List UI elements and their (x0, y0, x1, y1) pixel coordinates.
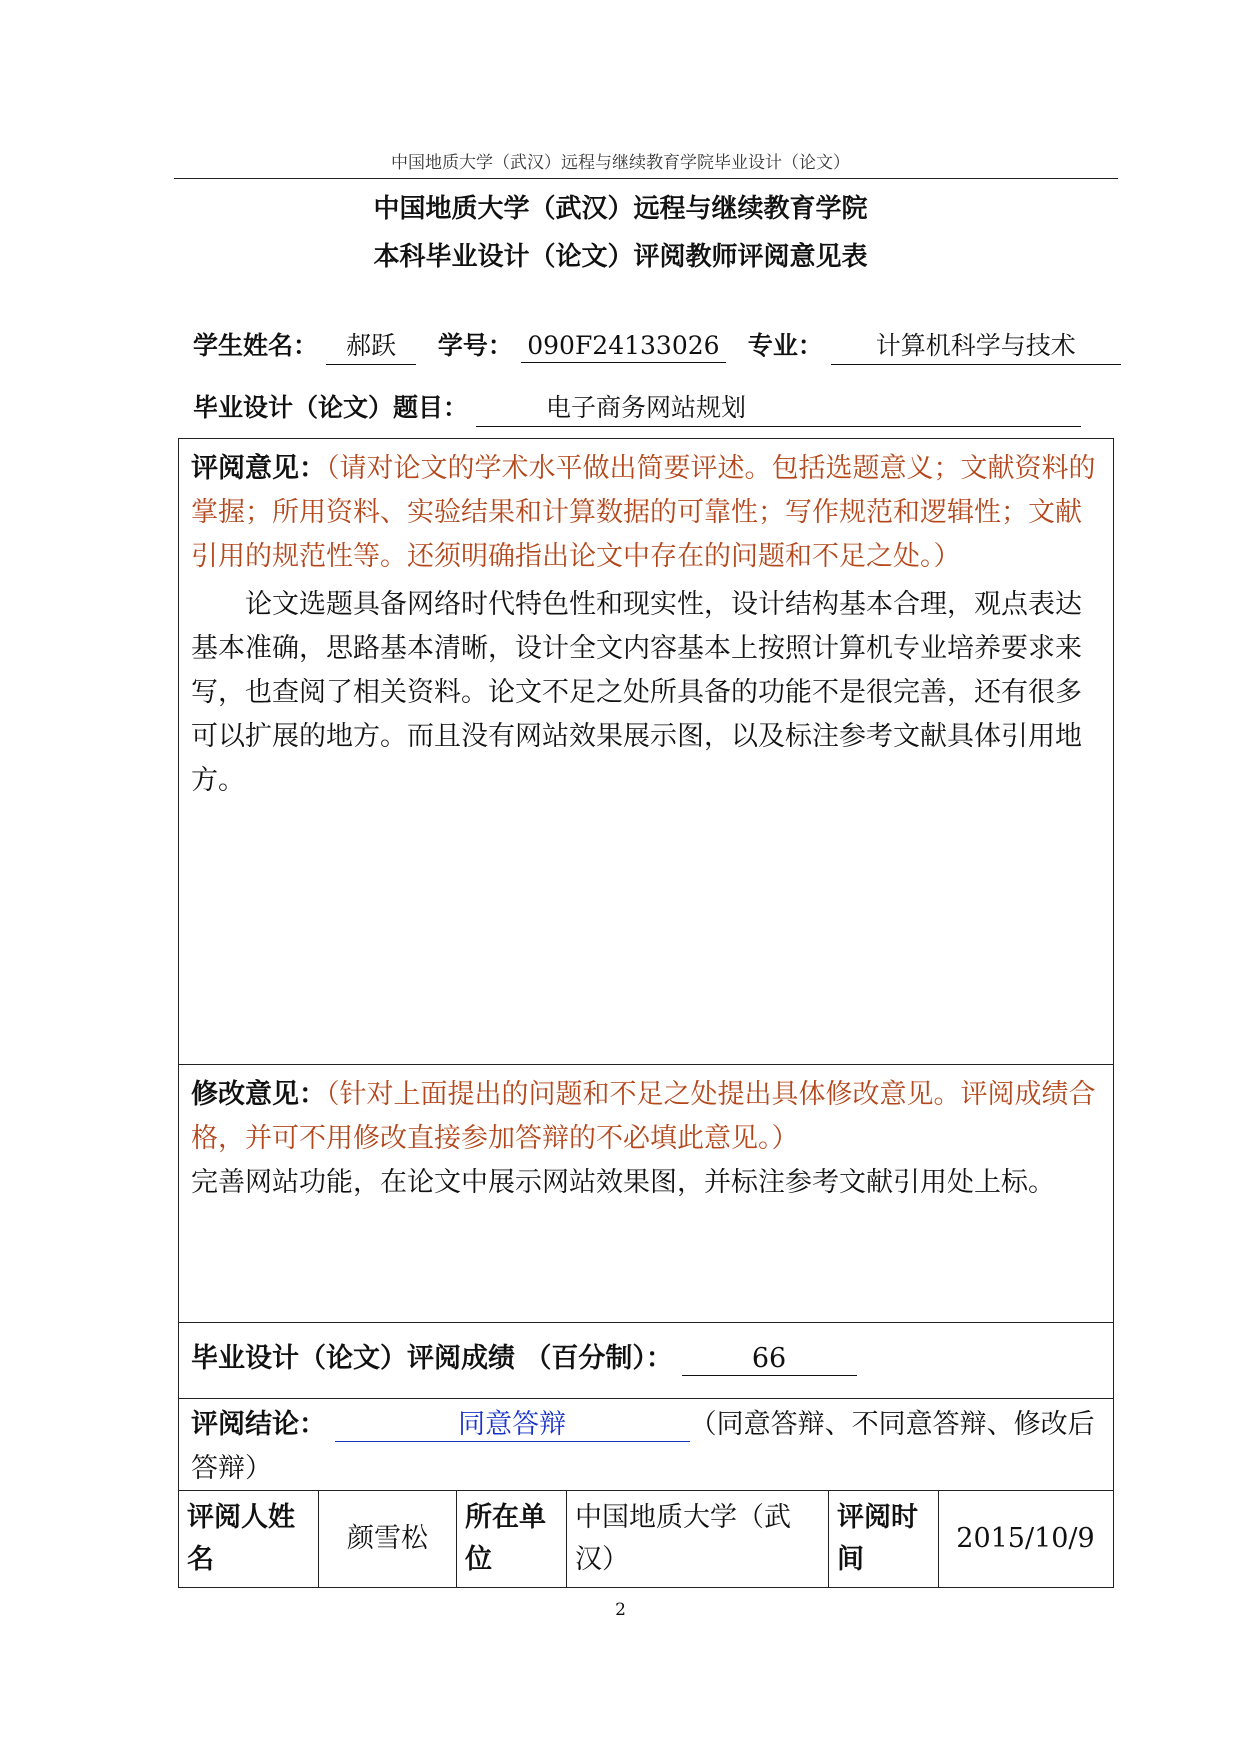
thesis-topic-field: 电子商务网站规划 (476, 388, 1081, 427)
reviewer-name: 颜雪松 (319, 1491, 457, 1587)
revision-comments-section (179, 1065, 1113, 1323)
student-info-row (193, 326, 1121, 365)
review-comment-text: 论文选题具备网络时代特色性和现实性，设计结构基本合理，观点表达基本准确，思路基本清晰，设计全文内容基本上按照计算机专业培养要求来写，也查阅了相关资料。论文不足之处所具备的功能不是很完善，还有很多可以扩展的地方。而且没有网站效果展示图，以及标注参考文献具体引用地方。 (191, 589, 1082, 796)
review-time-label: 评阅时间 (829, 1491, 939, 1587)
grade-value: 66 (682, 1343, 857, 1376)
thesis-topic-label: 毕业设计（论文）题目： (193, 393, 469, 422)
review-label: 评阅意见： (191, 453, 326, 484)
reviewer-signature-row (179, 1491, 1113, 1587)
grade-section (179, 1323, 1113, 1399)
conclusion-section (179, 1399, 1113, 1491)
thesis-topic-row (193, 388, 1081, 427)
running-header: 中国地质大学（武汉）远程与继续教育学院毕业设计（论文） (391, 153, 850, 173)
review-form-table (178, 438, 1114, 1588)
reviewer-name-label: 评阅人姓名 (179, 1491, 319, 1587)
conclusion-options: （同意答辩、不同意答辩、修改后答辩） (191, 1409, 1095, 1484)
reviewer-unit: 中国地质大学（武汉） (567, 1491, 829, 1587)
student-name-field: 郝跃 (326, 326, 416, 365)
major-label: 专业： (747, 331, 823, 360)
student-id-label: 学号： (437, 331, 513, 360)
conclusion-label: 评阅结论： (191, 1409, 326, 1440)
student-name-label: 学生姓名： (193, 331, 319, 360)
page-number: 2 (615, 1600, 626, 1620)
form-title-line2: 本科毕业设计（论文）评阅教师评阅意见表 (373, 242, 868, 272)
major-field: 计算机科学与技术 (831, 326, 1121, 365)
conclusion-value[interactable]: 同意答辩 (335, 1409, 690, 1442)
revision-comment-text: 完善网站功能，在论文中展示网站效果图，并标注参考文献引用处上标。 (191, 1167, 1055, 1198)
form-title-line1: 中国地质大学（武汉）远程与继续教育学院 (373, 194, 868, 224)
student-id-field: 090F24133026 (521, 331, 726, 363)
revision-instruction: （针对上面提出的问题和不足之处提出具体修改意见。评阅成绩合格，并可不用修改直接参加答辩的不必填此意见。） (191, 1079, 1096, 1154)
review-comments-section (179, 439, 1113, 1065)
review-instruction: （请对论文的学术水平做出简要评述。包括选题意义；文献资料的掌握；所用资料、实验结果和计算数据的可靠性；写作规范和逻辑性；文献引用的规范性等。还须明确指出论文中存在的问题和不足之处。） (191, 453, 1096, 572)
revision-label: 修改意见： (191, 1079, 326, 1110)
reviewer-unit-label: 所在单位 (457, 1491, 567, 1587)
grade-label: 毕业设计（论文）评阅成绩 （百分制）： (191, 1343, 673, 1374)
header-rule (174, 178, 1118, 179)
review-time: 2015/10/9 (956, 1523, 1095, 1554)
